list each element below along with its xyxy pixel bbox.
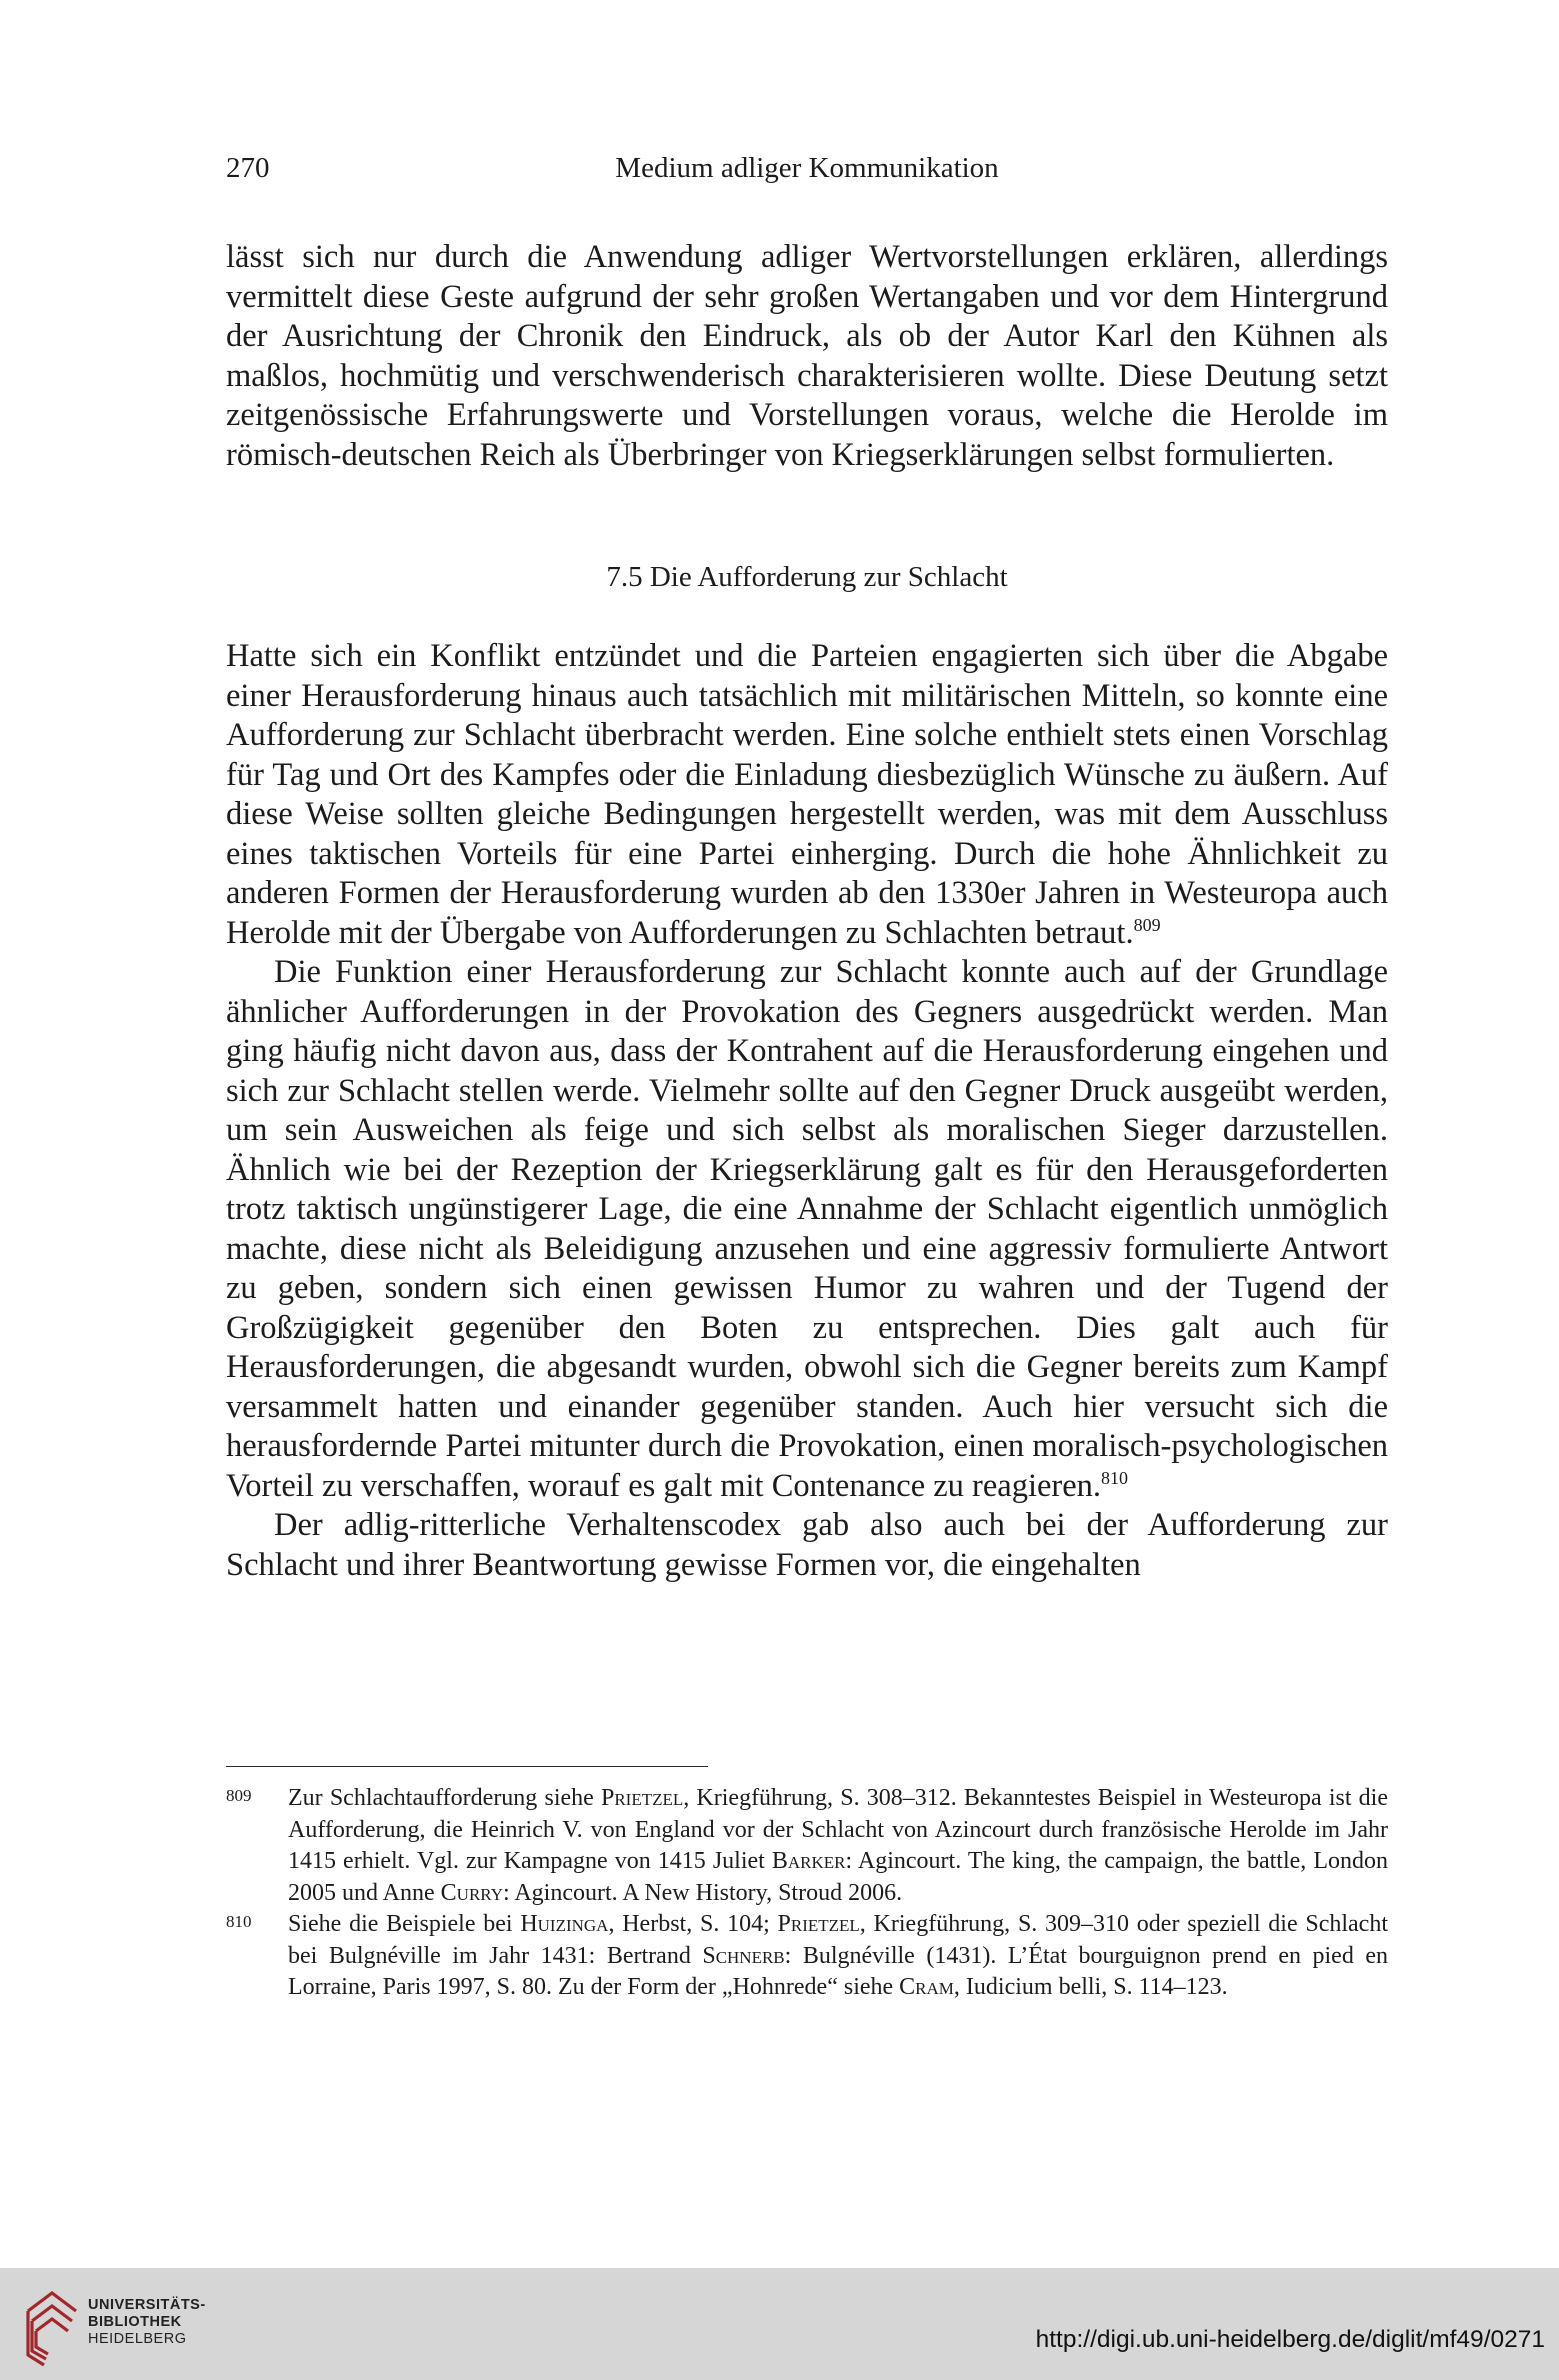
page-number: 270 [226, 152, 270, 184]
digitization-footer [0, 2268, 1559, 2380]
library-logo-icon [22, 2281, 82, 2367]
section-heading: 7.5 Die Aufforderung zur Schlacht [606, 561, 1008, 593]
continued-paragraph: lässt sich nur durch die Anwendung adliger Wertvorstellungen erklären, allerdings vermittelt diese Geste aufgrund der sehr großen Wertangaben und vor dem Hintergrund der Ausrichtung der Chronik den Eindruck, als ob der Autor Karl den Kühnen als maßlos, hochmütig und verschwenderisch charakterisieren wollte. Diese Deutung setzt zeitgenössische Erfahrungswerte und Vorstellungen voraus, welche die Herolde im römisch-deutschen Reich als Überbringer von Kriegserklärungen selbst formulierten. [226, 239, 1388, 473]
author-name: Barker [771, 1848, 846, 1874]
footnote-separator [226, 1766, 708, 1767]
library-name: UNIVERSITÄTS- BIBLIOTHEK HEIDELBERG [88, 2297, 206, 2347]
source-url-link[interactable]: http://digi.ub.uni-heidelberg.de/diglit/mf49/0271 [1035, 2326, 1545, 2353]
footnote-text: Zur Schlachtaufforderung siehe Prietzel, Kriegführung, S. 308–312. Bekanntestes Beispiel in Westeuropa ist die Aufforderung, die Heinrich V. von England vor der Schlacht von Azincourt durch französische Herolde im Jahr 1415 erhielt. Vgl. zur Kampagne von 1415 Juliet Barker: Agincourt. The king, the campaign, the battle, London 2005 und Anne Curry: Agincourt. A New History, Stroud 2006. [288, 1785, 1389, 1906]
author-name: Huizinga [520, 1911, 609, 1937]
body-paragraph [226, 1506, 1388, 1585]
library-logo[interactable] [22, 2281, 222, 2371]
section-body [226, 637, 1388, 1585]
running-title: Medium adliger Kommunikation [615, 152, 999, 184]
paragraph-text: Die Funktion einer Herausforderung zur Schlacht konnte auch auf der Grundlage ähnlicher Aufforderungen in der Provokation des Gegners ausgedrückt werden. Man ging häufig nicht davon aus, dass der Kontrahent auf die Herausforderung eingehen und sich zur Schlacht stellen werde. Vielmehr sollte auf den Gegner Druck ausgeübt werden, um sein Ausweichen als feige und sich selbst als moralischen Sieger darzustellen. Ähnlich wie bei der Rezeption der Kriegserklärung galt es für den Herausgeforderten trotz taktisch ungünstigerer Lage, die eine Annahme der Schlacht eigentlich unmöglich machte, diese nicht als Beleidigung anzusehen und eine aggressiv formulierte Antwort zu geben, sondern sich einen gewissen Humor zu wahren und der Tugend der Großzügigkeit gegenüber den Boten zu entsprechen. Dies galt auch für Herausforderungen, die abgesandt wurden, obwohl sich die Gegner bereits zum Kampf versammelt hatten und einander gegenüber standen. Auch hier versucht sich die herausfordernde Partei mitunter durch die Provokation, einen moralisch-psychologischen Vorteil zu verschaffen, worauf es galt mit Contenance zu reagieren. [226, 954, 1388, 1504]
author-name: Cram [899, 1974, 954, 2000]
footnote-ref: 810 [1101, 1467, 1129, 1488]
paragraph-text: Der adlig-ritterliche Verhaltenscodex gab also auch bei der Aufforderung zur Schlacht und ihrer Beantwortung gewisse Formen vor, die eingehalten [226, 1507, 1388, 1583]
body-paragraph [226, 953, 1388, 1506]
author-name: Prietzel [777, 1911, 860, 1937]
footnote-809 [226, 1783, 1388, 1909]
author-name: Curry [440, 1879, 503, 1906]
author-name: Prietzel [600, 1785, 684, 1811]
continued-paragraph-block [226, 238, 1388, 475]
body-paragraph [226, 637, 1388, 953]
paragraph-text: Hatte sich ein Konflikt entzündet und die Parteien engagierten sich über die Abgabe einer Herausforderung hinaus auch tatsächlich mit militärischen Mitteln, so konnte eine Aufforderung zur Schlacht überbracht werden. Eine solche enthielt stets einen Vorschlag für Tag und Ort des Kampfes oder die Einladung diesbezüglich Wünsche zu äußern. Auf diese Weise sollten gleiche Bedingungen hergestellt werden, was mit dem Ausschluss eines taktischen Vorteils für eine Partei einherging. Durch die hohe Ähnlichkeit zu anderen Formen der Herausforderung wurden ab den 1330er Jahren in Westeuropa auch Herolde mit der Übergabe von Aufforderungen zu Schlachten betraut. [226, 638, 1388, 951]
footnote-number: 809 [226, 1786, 252, 1805]
footnotes [226, 1783, 1388, 2004]
footnote-number: 810 [226, 1912, 252, 1931]
footnote-ref: 809 [1133, 914, 1161, 935]
footnote-text: Siehe die Beispiele bei Huizinga, Herbst, S. 104; Prietzel, Kriegführung, S. 309–310 oder speziell die Schlacht bei Bulgnéville im Jahr 1431: Bertrand Schnerb: Bulgnéville (1431). L’État bourguignon prend en pied en Lorraine, Paris 1997, S. 80. Zu der Form der „Hohnrede“ siehe Cram, Iudicium belli, S. 114–123. [288, 1911, 1388, 2000]
footnote-810 [226, 1909, 1388, 2004]
author-name: Schnerb [702, 1942, 785, 1969]
running-head [226, 152, 1388, 192]
